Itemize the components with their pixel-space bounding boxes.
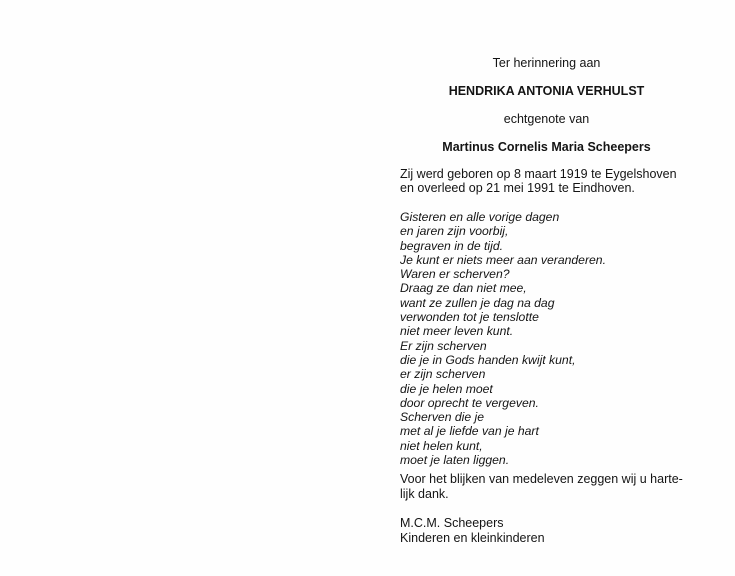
remembrance-heading: Ter herinnering aan [492, 56, 601, 70]
poem-line: niet helen kunt, [400, 438, 483, 453]
poem-line: Scherven die je [400, 410, 485, 425]
signature-name: M.C.M. Scheepers [400, 516, 504, 530]
spouse-name: Martinus Cornelis Maria Scheepers [442, 140, 651, 154]
poem-line: Waren er scherven? [400, 267, 510, 282]
relation-text: echtgenote van [503, 112, 590, 126]
thanks-line: Voor het blijken van medeleven zeggen wij u harte- [400, 472, 683, 486]
poem-line: die je in Gods handen kwijt kunt, [400, 352, 576, 367]
poem-line: met al je liefde van je hart [400, 424, 539, 439]
death-line: en overleed op 21 mei 1991 te Eindhoven. [400, 181, 635, 195]
poem-line: moet je laten liggen. [400, 453, 510, 468]
text-panel [360, 0, 735, 576]
deceased-name: HENDRIKA ANTONIA VERHULST [448, 84, 645, 98]
poem-line: Er zijn scherven [400, 338, 487, 353]
thanks-line: lijk dank. [400, 487, 449, 501]
poem-line: er zijn scherven [400, 367, 486, 382]
poem-line: verwonden tot je tenslotte [400, 310, 539, 325]
poem-line: Gisteren en alle vorige dagen [400, 210, 560, 224]
poem-line: begraven in de tijd. [400, 238, 503, 253]
birth-line: Zij werd geboren op 8 maart 1919 te Eygelshoven [400, 167, 677, 181]
poem [400, 210, 606, 467]
poem-line: Draag ze dan niet mee, [400, 281, 527, 296]
poem-line: niet meer leven kunt. [400, 324, 514, 339]
poem-line: die je helen moet [400, 381, 493, 396]
poem-line: want ze zullen je dag na dag [400, 295, 555, 310]
poem-line: door oprecht te vergeven. [400, 395, 539, 410]
signature-family: Kinderen en kleinkinderen [400, 531, 545, 545]
poem-line: Je kunt er niets meer aan veranderen. [400, 252, 606, 267]
left-blank-panel [0, 0, 360, 576]
poem-line: en jaren zijn voorbij, [400, 224, 509, 239]
